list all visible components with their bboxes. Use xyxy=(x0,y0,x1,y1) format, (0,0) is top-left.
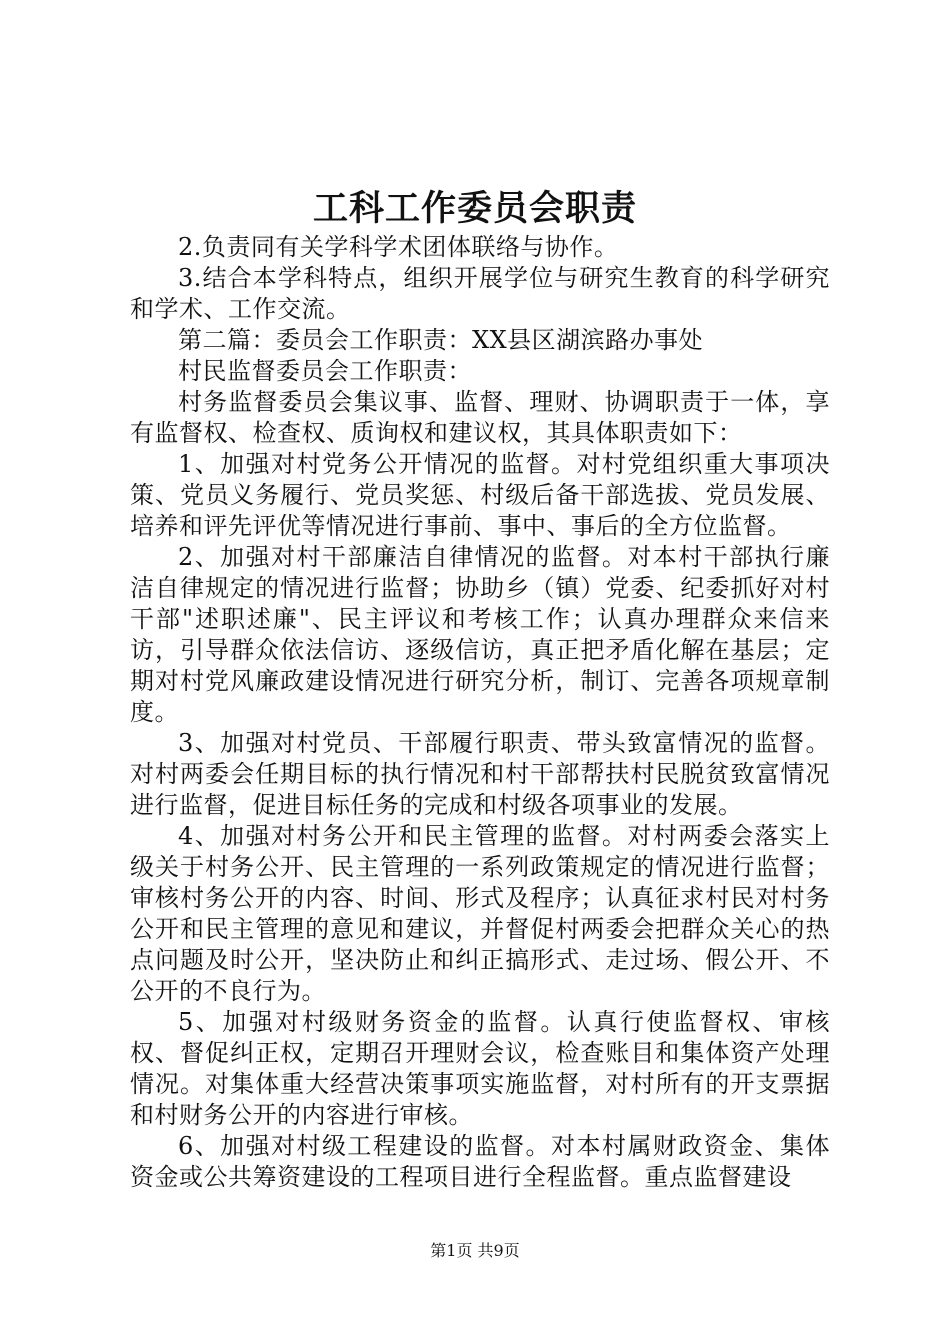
paragraph: 村务监督委员会集议事、监督、理财、协调职责于一体，享有监督权、检查权、质询权和建议权，其具体职责如下： xyxy=(130,388,830,447)
paragraph: 5、加强对村级财务资金的监督。认真行使监督权、审核权、督促纠正权，定期召开理财会议，检查账目和集体资产处理情况。对集体重大经营决策事项实施监督，对村所有的开支票据和村财务公开的内容进行审核。 xyxy=(130,1008,830,1129)
paragraph: 村民监督委员会工作职责： xyxy=(178,357,472,385)
paragraph: 2.负责同有关学科学术团体联络与协作。 xyxy=(178,233,619,261)
paragraph: 6、加强对村级工程建设的监督。对本村属财政资金、集体资金或公共筹资建设的工程项目进行全程监督。重点监督建设 xyxy=(130,1132,830,1191)
paragraph: 1、加强对村党务公开情况的监督。对村党组织重大事项决策、党员义务履行、党员奖惩、村级后备干部选拔、党员发展、培养和评先评优等情况进行事前、事中、事后的全方位监督。 xyxy=(130,450,830,540)
paragraph: 第二篇：委员会工作职责：XX县区湖滨路办事处 xyxy=(178,326,704,354)
paragraph: 2、加强对村干部廉洁自律情况的监督。对本村干部执行廉洁自律规定的情况进行监督；协助乡（镇）党委、纪委抓好对村干部"述职述廉"、民主评议和考核工作；认真办理群众来信来访，引导群众依法信访、逐级信访，真正把矛盾化解在基层；定期对村党风廉政建设情况进行研究分析，制订、完善各项规章制度。 xyxy=(130,543,830,726)
paragraph: 4、加强对村务公开和民主管理的监督。对村两委会落实上级关于村务公开、民主管理的一系列政策规定的情况进行监督；审核村务公开的内容、时间、形式及程序；认真征求村民对村务公开和民主管理的意见和建议，并督促村两委会把群众关心的热点问题及时公开，坚决防止和纠正搞形式、走过场、假公开、不公开的不良行为。 xyxy=(130,822,830,1005)
paragraph: 3.结合本学科特点，组织开展学位与研究生教育的科学研究和学术、工作交流。 xyxy=(130,264,830,323)
document-title: 工科工作委员会职责 xyxy=(312,188,637,229)
document-body xyxy=(130,232,830,1193)
page-number-footer: 第1页 共9页 xyxy=(430,1241,520,1260)
paragraph: 3、加强对村党员、干部履行职责、带头致富情况的监督。对村两委会任期目标的执行情况和村干部帮扶村民脱贫致富情况进行监督，促进目标任务的完成和村级各项事业的发展。 xyxy=(130,729,830,819)
